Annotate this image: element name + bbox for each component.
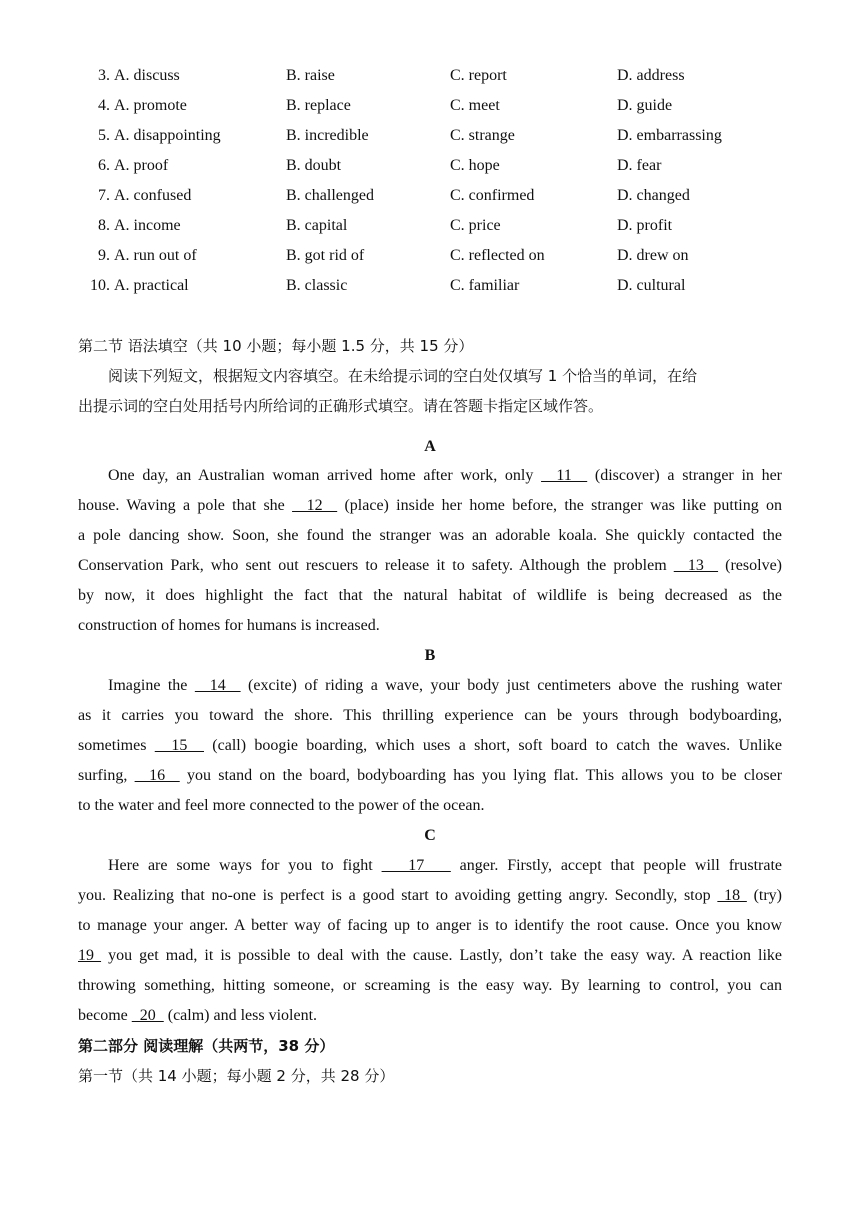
blank-19[interactable]: 19 <box>78 947 102 964</box>
option-d: D. fear <box>617 157 662 174</box>
option-d: D. embarrassing <box>617 127 722 144</box>
blank-18[interactable]: 18 <box>717 887 747 904</box>
option-b: B. doubt <box>286 157 342 174</box>
passage-c-line: you. Realizing that no-one is perfect is a good start to avoiding getting angry. Secondly, stop 18 (try) <box>78 887 783 904</box>
option-a: A. disappointing <box>114 127 221 144</box>
option-c: C. confirmed <box>450 187 535 204</box>
part-heading: 第二部分 阅读理解（共两节，38 分） <box>78 1037 335 1055</box>
option-c: C. report <box>450 67 507 84</box>
blank-12[interactable]: 12 <box>292 497 338 514</box>
option-a: A. run out of <box>114 247 197 264</box>
option-c: C. price <box>450 217 501 234</box>
question-number: 3. <box>98 67 110 84</box>
subsection-heading: 第一节（共 14 小题；每小题 2 分，共 28 分） <box>78 1067 395 1085</box>
passage-c-line: become 20 (calm) and less violent. <box>78 1007 318 1024</box>
option-row <box>0 241 860 271</box>
option-b: B. replace <box>286 97 351 114</box>
passage-c-line: throwing something, hitting someone, or screaming is the easy way. By learning to control, you can <box>78 977 782 994</box>
option-a: A. confused <box>114 187 192 204</box>
passage-a-line: One day, an Australian woman arrived home after work, only 11 (discover) a stranger in her <box>108 467 783 484</box>
option-d: D. guide <box>617 97 673 114</box>
passage-a-line: Conservation Park, who sent out rescuers to release it to safety. Although the problem 13 (resolve) <box>78 557 783 574</box>
option-row <box>0 211 860 241</box>
blank-15[interactable]: 15 <box>154 737 204 754</box>
passage-label-b: B <box>424 647 436 664</box>
instructions-line-2: 出提示词的空白处用括号内所给词的正确形式填空。请在答题卡指定区域作答。 <box>78 397 604 415</box>
option-d: D. drew on <box>617 247 689 264</box>
option-a: A. practical <box>114 277 189 294</box>
option-c: C. meet <box>450 97 500 114</box>
passage-b-line: sometimes 15 (call) boogie boarding, which uses a short, soft board to catch the waves. Unlike <box>78 737 782 754</box>
option-b: B. incredible <box>286 127 369 144</box>
option-row <box>0 271 860 301</box>
option-a: A. discuss <box>114 67 180 84</box>
passage-b-line: Imagine the 14 (excite) of riding a wave, your body just centimeters above the rushing water <box>108 677 782 694</box>
question-number: 9. <box>98 247 110 264</box>
passage-label-c: C <box>424 827 436 844</box>
option-c: C. familiar <box>450 277 520 294</box>
option-b: B. challenged <box>286 187 374 204</box>
option-d: D. address <box>617 67 685 84</box>
passage-a-line: construction of homes for humans is increased. <box>78 617 380 634</box>
question-number: 6. <box>98 157 110 174</box>
option-d: D. cultural <box>617 277 686 294</box>
option-c: C. hope <box>450 157 500 174</box>
option-c: C. reflected on <box>450 247 545 264</box>
instructions-line-1: 阅读下列短文，根据短文内容填空。在未给提示词的空白处仅填写 1 个恰当的单词，在给 <box>108 367 698 385</box>
question-number: 10. <box>90 277 110 294</box>
question-number: 8. <box>98 217 110 234</box>
blank-14[interactable]: 14 <box>194 677 241 694</box>
passage-label-a: A <box>424 438 436 455</box>
option-row <box>0 181 860 211</box>
option-row <box>0 61 860 91</box>
option-b: B. raise <box>286 67 335 84</box>
blank-17[interactable]: 17 <box>381 857 451 874</box>
option-b: B. got rid of <box>286 247 365 264</box>
option-a: A. income <box>114 217 181 234</box>
option-b: B. capital <box>286 217 348 234</box>
option-a: A. promote <box>114 97 187 114</box>
option-b: B. classic <box>286 277 348 294</box>
option-d: D. profit <box>617 217 673 234</box>
passage-c-line: to manage your anger. A better way of facing up to anger is to identify the root cause. Once you know <box>78 917 782 934</box>
option-row <box>0 91 860 121</box>
passage-a-line: house. Waving a pole that she 12 (place) inside her home before, the stranger was like putting on <box>78 497 783 514</box>
question-number: 4. <box>98 97 110 114</box>
passage-a-line: a pole dancing show. Soon, she found the stranger was an adorable koala. She quickly contacted the <box>78 527 782 544</box>
blank-11[interactable]: 11 <box>541 467 588 484</box>
passage-a-line: by now, it does highlight the fact that the natural habitat of wildlife is being decreased as the <box>78 587 782 604</box>
passage-c-line: 19 you get mad, it is possible to deal with the cause. Lastly, don’t take the easy way. A reaction like <box>78 947 783 964</box>
question-number: 7. <box>98 187 110 204</box>
option-a: A. proof <box>114 157 169 174</box>
passage-b-line: as it carries you toward the shore. This thrilling experience can be yours through bodyboarding, <box>78 707 782 724</box>
passage-b-line: surfing, 16 you stand on the board, bodyboarding has you lying flat. This allows you to be closer <box>78 767 783 784</box>
blank-16[interactable]: 16 <box>134 767 180 784</box>
option-c: C. strange <box>450 127 515 144</box>
option-row <box>0 151 860 181</box>
section-heading: 第二节 语法填空（共 10 小题；每小题 1.5 分，共 15 分） <box>78 337 474 355</box>
passage-b-line: to the water and feel more connected to the power of the ocean. <box>78 797 485 814</box>
blank-20[interactable]: 20 <box>131 1007 164 1024</box>
passage-c-line: Here are some ways for you to fight 17 anger. Firstly, accept that people will frustrate <box>108 857 783 874</box>
option-row <box>0 121 860 151</box>
question-number: 5. <box>98 127 110 144</box>
option-d: D. changed <box>617 187 690 204</box>
blank-13[interactable]: 13 <box>673 557 719 574</box>
